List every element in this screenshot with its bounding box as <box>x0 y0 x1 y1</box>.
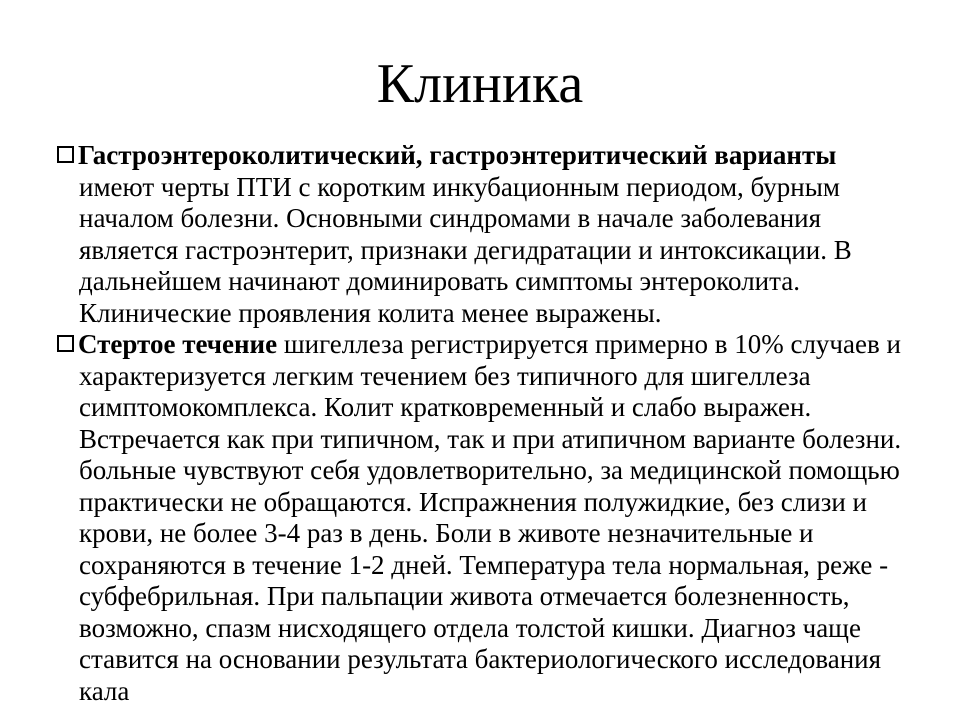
slide-title: Клиника <box>376 53 584 115</box>
bullet-body-text: шигеллеза регистрируется примерно в 10% случаев и характеризуется легким течением без типичного для шигеллеза симптомокомплекса. Колит кратковременный и слабо выражен. Встречается как при типичном, так и при атипичном варианте болезни. больные чувствуют себя удовлетворительно, за медицинской помощью практически не обращаются. Испражнения полужидкие, без слизи и крови, не более 3-4 раз в день. Боли в животе незначительные и сохраняются в течение 1-2 дней. Температура тела нормальная, реже - субфебрильная. При пальпации живота отмечается болезненность, возможно, спазм нисходящего отдела толстой кишки. Диагноз чаще ставится на основании результата бактериологического исследования кала <box>79 329 902 706</box>
bullet-lead-text: Стертое течение <box>78 329 278 359</box>
bullet-body-text: имеют черты ПТИ с коротким инкубационным периодом, бурным началом болезни. Основными синдромами в начале заболевания является гастроэнтерит, признаки дегидратации и интоксикации. В дальнейшем начинают доминировать симптомы энтероколита. Клинические проявления колита менее выражены. <box>79 171 852 328</box>
bullet-item-mild-course <box>57 329 905 707</box>
bullet-item-gastro-variants <box>57 140 905 329</box>
square-bullet-icon <box>57 335 74 352</box>
bullet-lead-text: Гастроэнтероколитический, гастроэнтеритический варианты <box>78 140 837 170</box>
slide-body <box>57 140 905 707</box>
square-bullet-icon <box>57 146 74 163</box>
